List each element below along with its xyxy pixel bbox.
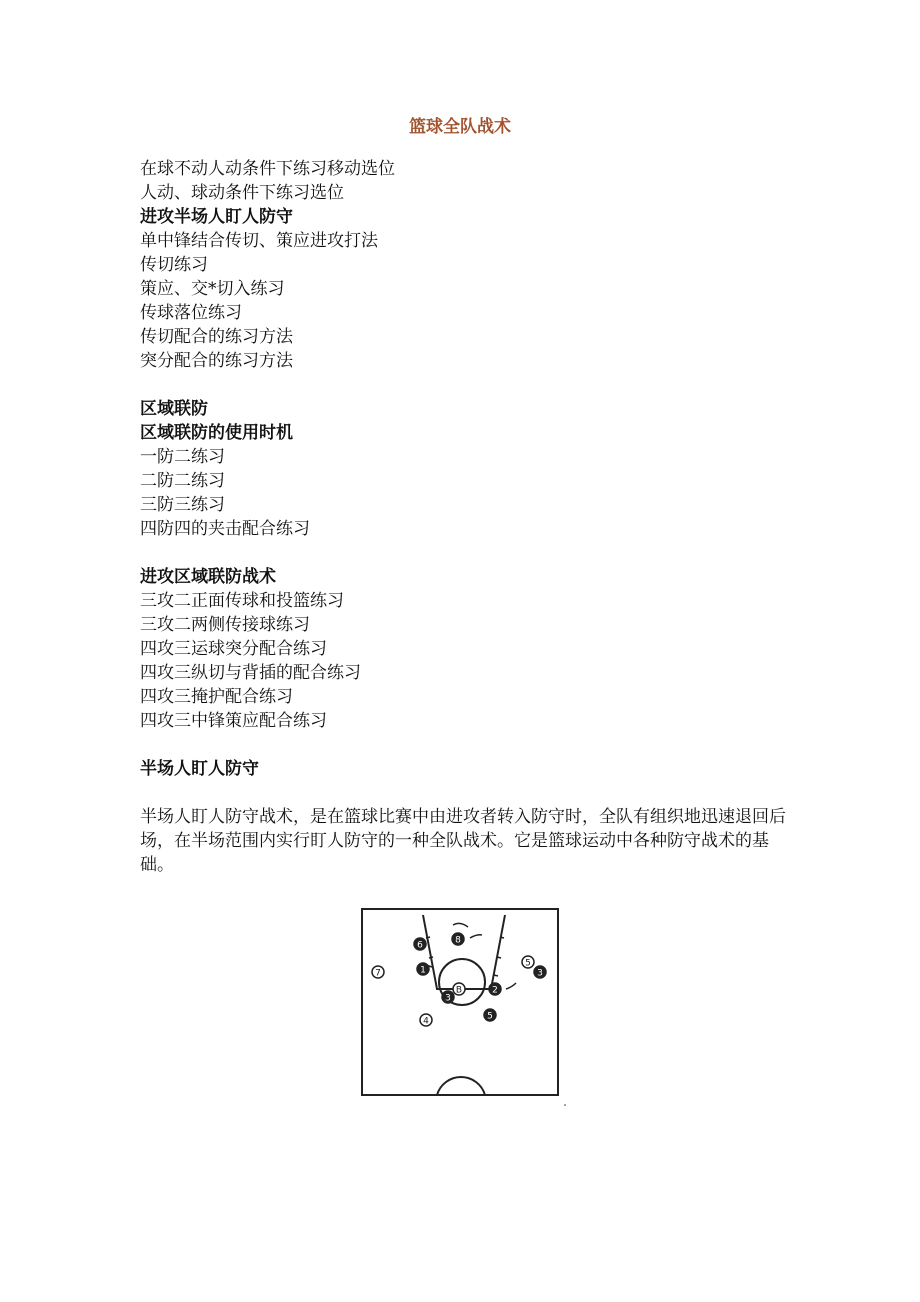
- heading-line: 进攻半场人盯人防守: [140, 207, 293, 227]
- list-item: 四攻三掩护配合练习: [140, 687, 293, 707]
- description-paragraph: 半场人盯人防守战术，是在篮球比赛中由进攻者转入防守时，全队有组织地迅速退回后场，在半场范围内实行盯人防守的一种全队战术。它是篮球运动中各种防守战术的基础。: [140, 807, 786, 875]
- list-item: 一防二练习: [140, 447, 225, 467]
- key-lane: [423, 915, 505, 989]
- player-number: 2: [492, 985, 498, 996]
- player-number: 5: [487, 1011, 493, 1022]
- list-item: 传切练习: [140, 255, 208, 275]
- list-item: 单中锋结合传切、策应进攻打法: [140, 231, 378, 251]
- player-number: 5: [525, 958, 531, 969]
- list-item: 突分配合的练习方法: [140, 351, 293, 371]
- heading-line: 半场人盯人防守: [140, 759, 259, 779]
- list-item: 四攻三纵切与背插的配合练习: [140, 663, 361, 683]
- player-number: 8: [455, 935, 461, 946]
- section-zone-defense: [140, 397, 790, 541]
- player-number: B: [455, 985, 463, 996]
- center-circle: [437, 1077, 485, 1095]
- section-half-court-offense: [140, 157, 790, 373]
- list-item: 策应、交*切入练习: [140, 279, 285, 299]
- section-zone-offense: [140, 565, 790, 733]
- player-number: 1: [420, 965, 426, 976]
- document-body: [140, 157, 790, 877]
- list-item: 传球落位练习: [140, 303, 242, 323]
- player-number: 3: [445, 993, 451, 1004]
- movement-arrow: [470, 935, 482, 938]
- player-markers: [372, 933, 546, 1027]
- player-number: 3: [537, 968, 543, 979]
- list-item: 四攻三中锋策应配合练习: [140, 711, 327, 731]
- half-court-diagram: [360, 907, 570, 1107]
- list-item: 三攻二两侧传接球练习: [140, 615, 310, 635]
- list-item: 二防二练习: [140, 471, 225, 491]
- player-number: 4: [423, 1016, 429, 1027]
- list-item: 传切配合的练习方法: [140, 327, 293, 347]
- player-number: 6: [417, 940, 423, 951]
- list-item: 四攻三运球突分配合练习: [140, 639, 327, 659]
- document-title: 篮球全队战术: [409, 117, 511, 137]
- movement-arrow: [506, 983, 516, 989]
- list-item: 三攻二正面传球和投篮练习: [140, 591, 344, 611]
- player-number: 7: [375, 968, 381, 979]
- list-item: 在球不动人动条件下练习移动选位: [140, 159, 395, 179]
- heading-line: 进攻区域联防战术: [140, 567, 276, 587]
- list-item: 四防四的夹击配合练习: [140, 519, 310, 539]
- list-item: 三防三练习: [140, 495, 225, 515]
- heading-line: 区域联防的使用时机: [140, 423, 293, 443]
- list-item: 人动、球动条件下练习选位: [140, 183, 344, 203]
- section-half-court-defense: [140, 757, 790, 781]
- heading-line: 区域联防: [140, 399, 208, 419]
- movement-arrow: [453, 923, 468, 927]
